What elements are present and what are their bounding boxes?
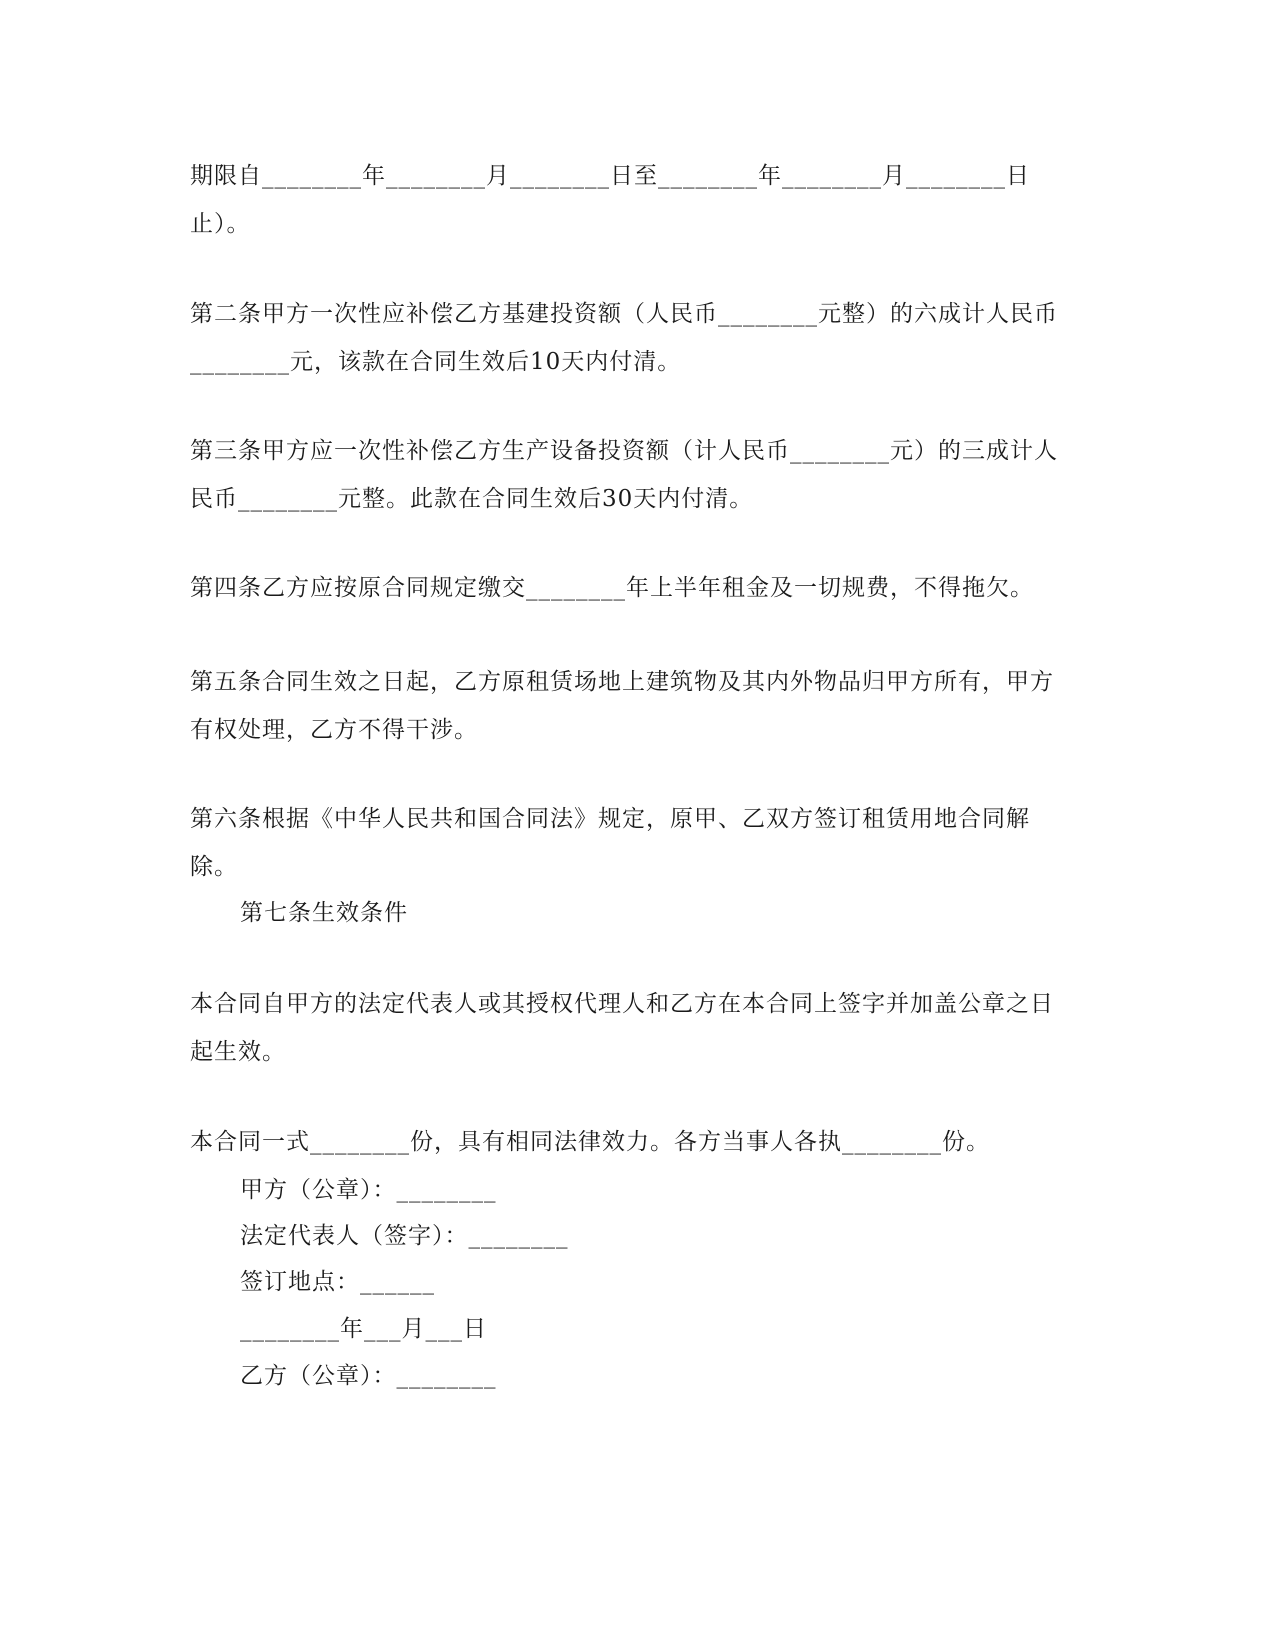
legal-rep-signature-line: 法定代表人（签字）：________ (240, 1223, 569, 1249)
effective-condition: 本合同自甲方的法定代表人或其授权代理人和乙方在本合同上签字并加盖公章之日起生效。 (190, 991, 1054, 1065)
clause-3: 第三条甲方应一次性补偿乙方生产设备投资额（计人民币________元）的三成计人民币________元整。此款在合同生效后30天内付清。 (190, 438, 1058, 512)
clause-6: 第六条根据《中华人民共和国合同法》规定，原甲、乙双方签订租赁用地合同解除。 (190, 806, 1030, 880)
clause-term-period: 期限自________年________月________日至________年________月________日止）。 (190, 163, 1030, 237)
clause-5: 第五条合同生效之日起，乙方原租赁场地上建筑物及其内外物品归甲方所有，甲方有权处理，乙方不得干涉。 (190, 669, 1054, 743)
date-line: ________年___月___日 (240, 1316, 487, 1342)
sign-place-line: 签订地点：______ (240, 1269, 435, 1295)
copies-clause: 本合同一式________份，具有相同法律效力。各方当事人各执________份。 (190, 1129, 990, 1155)
party-b-seal-line: 乙方（公章）：________ (240, 1363, 497, 1389)
party-a-seal-line: 甲方（公章）：________ (240, 1177, 497, 1203)
clause-7-heading: 第七条生效条件 (240, 900, 408, 926)
clause-2: 第二条甲方一次性应补偿乙方基建投资额（人民币________元整）的六成计人民币________元，该款在合同生效后10天内付清。 (190, 301, 1058, 375)
clause-4: 第四条乙方应按原合同规定缴交________年上半年租金及一切规费，不得拖欠。 (190, 575, 1034, 601)
